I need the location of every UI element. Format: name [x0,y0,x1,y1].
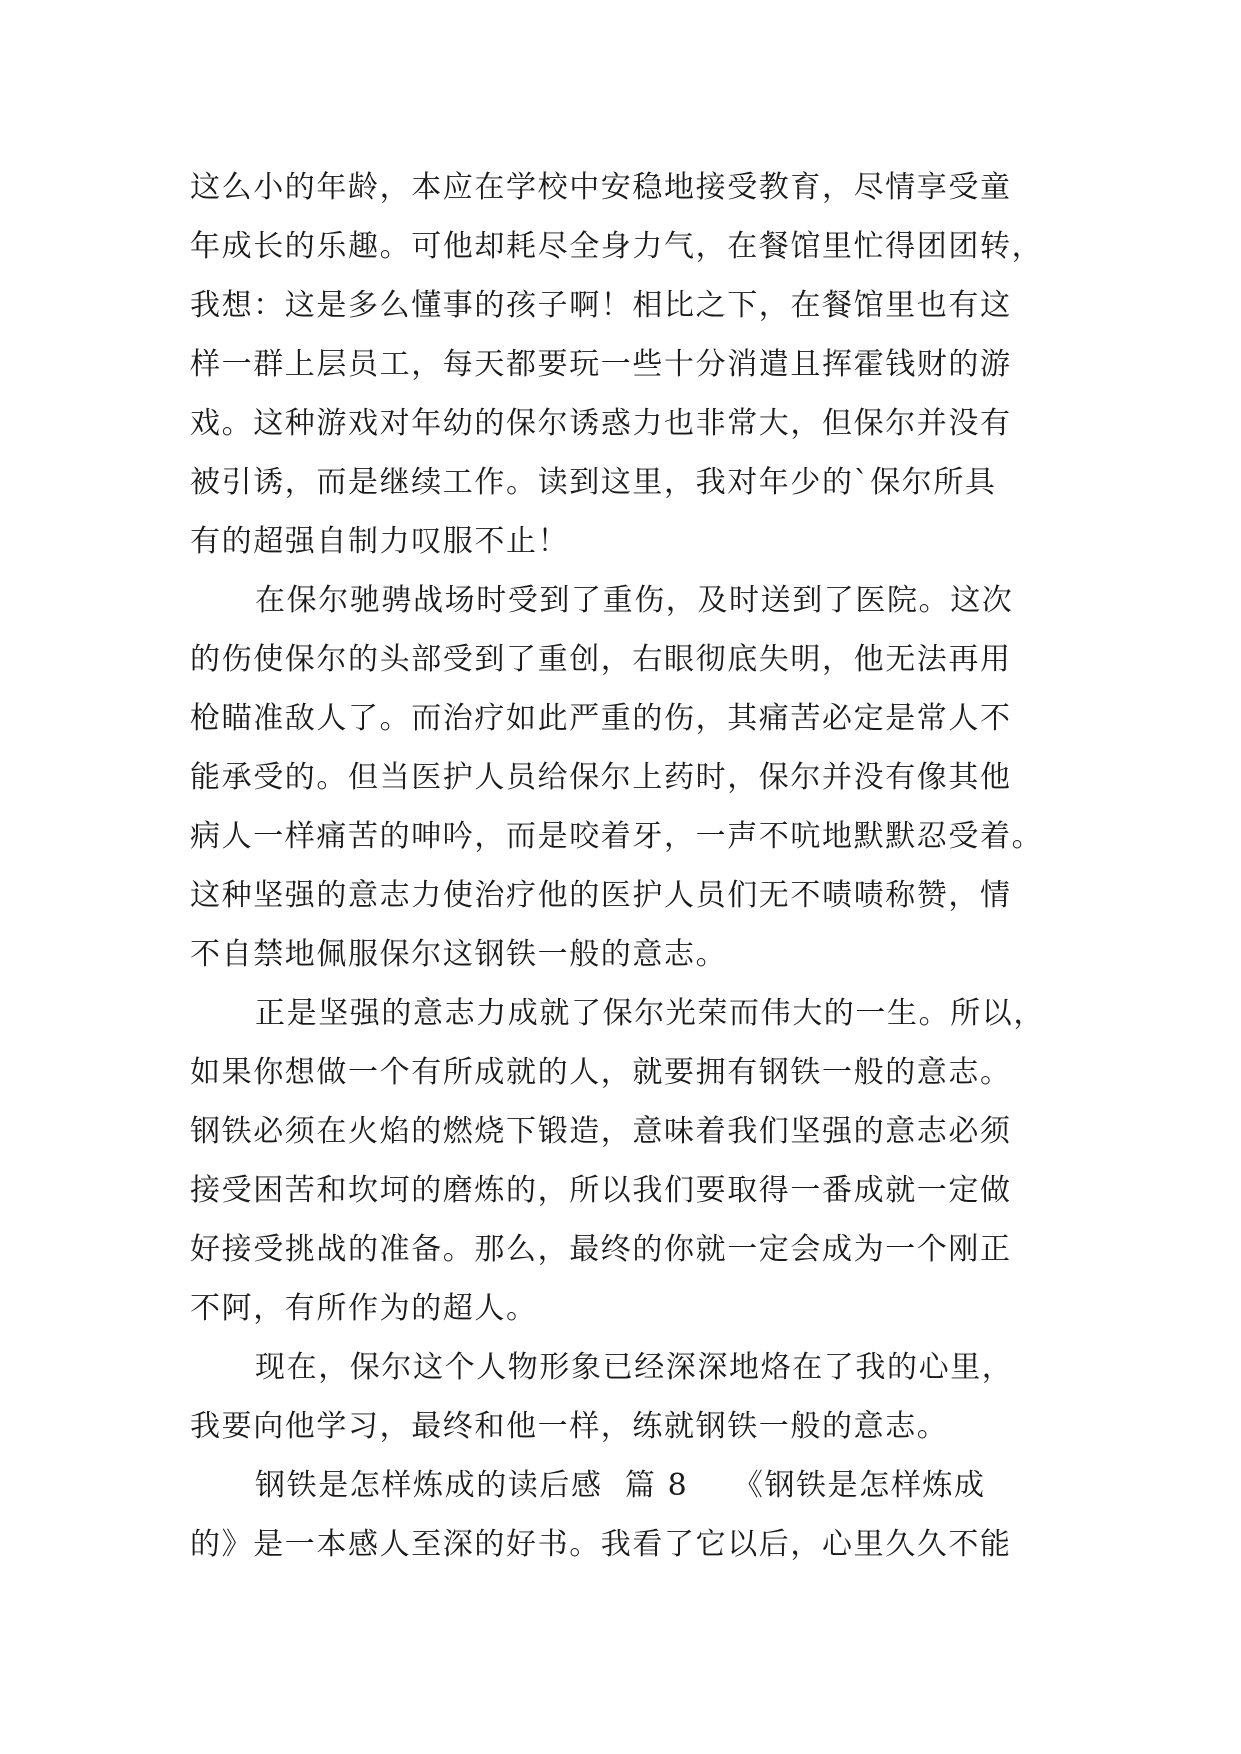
text-line: 戏。这种游戏对年幼的保尔诱惑力也非常大，但保尔并没有 [190,406,1012,441]
text-line: 被引诱，而是继续工作。读到这里，我对年少的`保尔所具 [190,465,997,500]
text-line: 能承受的。但当医护人员给保尔上药时，保尔并没有像其他 [190,760,1012,795]
text-line: 病人一样痛苦的呻吟，而是咬着牙，一声不吭地默默忍受着。 [190,819,1044,854]
text-line: 如果你想做一个有所成就的人，就要拥有钢铁一般的意志。 [190,1055,1012,1090]
body-text [190,158,1070,1574]
text-line: 样一群上层员工，每天都要玩一些十分消遣且挥霍钱财的游 [190,347,1012,382]
paragraph-start-line: 正是坚强的意志力成就了保尔光荣而伟大的一生。所以， [255,996,1045,1031]
text-line: 好接受挑战的准备。那么，最终的你就一定会成为一个刚正 [190,1232,1012,1267]
section-heading-line: 钢铁是怎样炼成的读后感 篇 8 《钢铁是怎样炼成 [255,1468,986,1503]
text-line: 我要向他学习，最终和他一样，练就钢铁一般的意志。 [190,1409,949,1444]
text-line: 枪瞄准敌人了。而治疗如此严重的伤，其痛苦必定是常人不 [190,701,1012,736]
text-line: 年成长的乐趣。可他却耗尽全身力气，在餐馆里忙得团团转， [190,229,1044,264]
text-line: 钢铁必须在火焰的燃烧下锻造，意味着我们坚强的意志必须 [190,1114,1012,1149]
text-line: 不自禁地佩服保尔这钢铁一般的意志。 [190,937,728,972]
text-line: 的》是一本感人至深的好书。我看了它以后，心里久久不能 [190,1527,1012,1562]
paragraph-start-line: 现在，保尔这个人物形象已经深深地烙在了我的心里， [255,1350,1014,1385]
paragraph-start-line: 在保尔驰骋战场时受到了重伤，及时送到了医院。这次 [255,583,1014,618]
text-line: 接受困苦和坎坷的磨炼的，所以我们要取得一番成就一定做 [190,1173,1012,1208]
text-line: 我想：这是多么懂事的孩子啊！相比之下，在餐馆里也有这 [190,288,1012,323]
text-line: 这种坚强的意志力使治疗他的医护人员们无不啧啧称赞，情 [190,878,1012,913]
text-line: 这么小的年龄，本应在学校中安稳地接受教育，尽情享受童 [190,170,1012,205]
text-line: 的伤使保尔的头部受到了重创，右眼彻底失明，他无法再用 [190,642,1012,677]
text-line: 有的超强自制力叹服不止！ [190,524,570,559]
text-line: 不阿，有所作为的超人。 [190,1291,538,1326]
